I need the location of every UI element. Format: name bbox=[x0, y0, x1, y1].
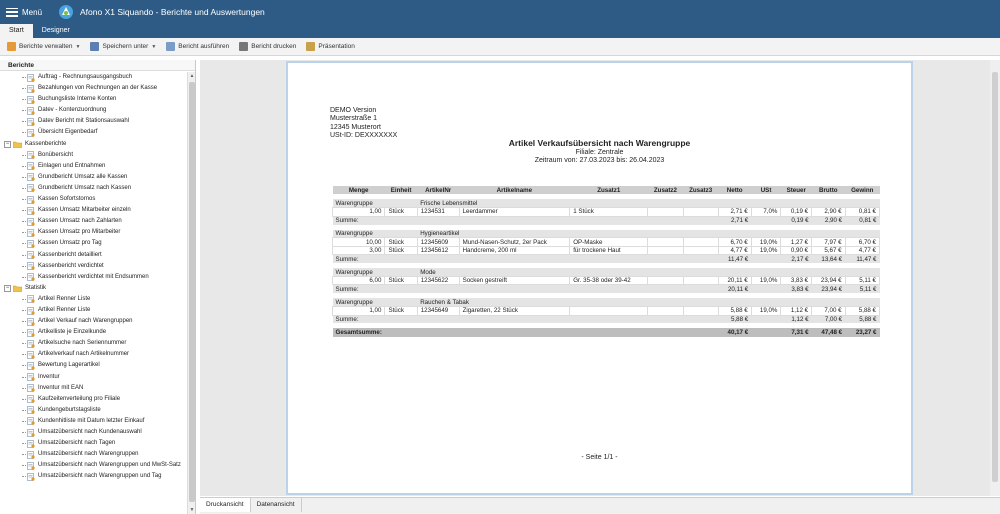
table-cell: 20,11 € bbox=[718, 277, 751, 285]
table-cell: Stück bbox=[385, 208, 417, 216]
tree-folder[interactable] bbox=[0, 139, 186, 150]
sum-cell: 5,88 € bbox=[718, 315, 751, 323]
report-icon bbox=[27, 295, 35, 303]
report-icon bbox=[27, 74, 35, 82]
report-icon bbox=[27, 118, 35, 126]
table-cell: 1,27 € bbox=[781, 238, 812, 246]
grand-total-cell: 47,48 € bbox=[812, 328, 846, 336]
tree-item-report[interactable] bbox=[0, 294, 186, 305]
tab-print-view[interactable]: Druckansicht bbox=[200, 498, 251, 512]
tree-item-report[interactable] bbox=[0, 105, 186, 116]
table-cell: 1234531 bbox=[417, 208, 459, 216]
tree-item-label: Inventur mit EAN bbox=[38, 384, 84, 391]
sum-cell bbox=[751, 315, 781, 323]
tree-item-label: Bezahlungen von Rechnungen an der Kasse bbox=[38, 85, 158, 92]
tree-folder[interactable] bbox=[0, 283, 186, 294]
table-cell: Stück bbox=[385, 238, 417, 246]
tree-item-label: Kundengeburtstagsliste bbox=[38, 406, 101, 413]
group-name: Hygieneartikel bbox=[417, 230, 879, 238]
table-cell: 3,00 bbox=[333, 246, 385, 254]
tree-item-label: Kassenberichte bbox=[25, 140, 67, 147]
sum-cell: 3,83 € bbox=[781, 285, 812, 293]
report-viewer bbox=[200, 60, 1000, 496]
report-icon bbox=[27, 429, 35, 437]
scroll-down-icon[interactable]: ▼ bbox=[189, 507, 195, 513]
table-cell: 2,71 € bbox=[718, 208, 751, 216]
grand-total-cell bbox=[751, 328, 781, 336]
table-cell: 6,00 bbox=[333, 277, 385, 285]
tree-item-report[interactable] bbox=[0, 405, 186, 416]
tree-item-label: Artikel Verkauf nach Warengruppen bbox=[38, 318, 133, 325]
group-label: Warengruppe bbox=[333, 268, 385, 276]
report-icon bbox=[27, 184, 35, 192]
tree-item-label: Umsatzübersicht nach Warengruppen und MwSt-Satz bbox=[38, 462, 181, 469]
tree-item-label: Statistik bbox=[25, 284, 47, 291]
column-header: Netto bbox=[718, 186, 751, 194]
report-icon bbox=[27, 351, 35, 359]
table-cell: 4,77 € bbox=[845, 246, 879, 254]
sum-label: Summe: bbox=[333, 216, 719, 224]
report-branch: Filiale: Zentrale bbox=[575, 149, 624, 156]
column-header: Artikelname bbox=[459, 186, 570, 194]
viewer-scroll-thumb[interactable] bbox=[992, 72, 998, 482]
sum-cell: 13,64 € bbox=[812, 255, 846, 263]
tree-item-label: Artikel Renner Liste bbox=[38, 295, 91, 302]
table-cell: 1,00 bbox=[333, 307, 385, 315]
tree-item-label: Kassen Umsatz pro Mitarbeiter bbox=[38, 229, 121, 236]
tree-item-label: Auftrag - Rechnungsausgangsbuch bbox=[38, 74, 133, 80]
presentation-icon bbox=[306, 42, 315, 51]
table-cell: 19,0% bbox=[751, 307, 781, 315]
presentation-label: Präsentation bbox=[318, 43, 355, 50]
tree-item-report[interactable] bbox=[0, 460, 186, 471]
report-icon bbox=[27, 151, 35, 159]
report-icon bbox=[27, 162, 35, 170]
save-as-label: Speichern unter bbox=[102, 43, 149, 50]
table-cell: Mund-Nasen-Schutz, 2er Pack bbox=[459, 238, 570, 246]
manage-reports-button[interactable] bbox=[3, 39, 84, 55]
table-cell: 5,88 € bbox=[718, 307, 751, 315]
sum-cell: 11,47 € bbox=[718, 255, 751, 263]
tree-item-report[interactable] bbox=[0, 427, 186, 438]
table-cell bbox=[648, 208, 683, 216]
folder-icon bbox=[13, 141, 22, 148]
collapse-icon[interactable]: − bbox=[5, 284, 10, 291]
print-report-button[interactable] bbox=[235, 39, 300, 55]
run-icon bbox=[166, 42, 175, 51]
table-cell: für trockene Haut bbox=[570, 246, 648, 254]
table-cell bbox=[385, 199, 417, 207]
tree-item-report[interactable] bbox=[0, 416, 186, 427]
ribbon-tabs bbox=[0, 24, 1000, 38]
sum-cell: 0,19 € bbox=[781, 216, 812, 224]
save-icon bbox=[90, 42, 99, 51]
report-period: Zeitraum von: 27.03.2023 bis: 26.04.2023 bbox=[534, 157, 665, 164]
tree-item-report[interactable] bbox=[0, 471, 186, 482]
tree-item-label: Kassenbericht detailliert bbox=[38, 251, 102, 258]
report-icon bbox=[27, 473, 35, 481]
sum-cell bbox=[751, 255, 781, 263]
group-name: Mode bbox=[417, 268, 879, 276]
report-icon bbox=[27, 451, 35, 459]
tree-item-report[interactable] bbox=[0, 383, 186, 394]
tree-item-report[interactable] bbox=[0, 83, 186, 94]
table-cell: Handcreme, 200 ml bbox=[459, 246, 570, 254]
tree-item-label: Kaufzeitenverteilung pro Filiale bbox=[38, 395, 121, 402]
sum-cell: 2,90 € bbox=[812, 216, 846, 224]
tree-item-label: Kassenbericht verdichtet mit Endsummen bbox=[38, 273, 149, 280]
table-cell bbox=[683, 246, 718, 254]
tree-item-report[interactable] bbox=[0, 360, 186, 371]
sum-cell bbox=[751, 216, 781, 224]
report-icon bbox=[27, 229, 35, 237]
tree-item-report[interactable] bbox=[0, 305, 186, 316]
report-icon bbox=[27, 340, 35, 348]
page-footer: - Seite 1/1 - bbox=[581, 454, 618, 461]
column-header: USt bbox=[751, 186, 781, 194]
hamburger-icon bbox=[6, 8, 18, 17]
table-cell bbox=[648, 238, 683, 246]
sidebar-scrollbar[interactable] bbox=[187, 72, 195, 514]
sum-cell: 1,12 € bbox=[781, 315, 812, 323]
table-cell: Zigaretten, 22 Stück bbox=[459, 307, 570, 315]
sum-cell: 11,47 € bbox=[845, 255, 879, 263]
column-header: ArtikelNr bbox=[417, 186, 459, 194]
sum-row bbox=[333, 216, 880, 224]
table-cell bbox=[648, 307, 683, 315]
tree-item-report[interactable] bbox=[0, 172, 186, 183]
report-icon bbox=[27, 440, 35, 448]
tree-item-report[interactable] bbox=[0, 327, 186, 338]
folder-icon bbox=[13, 285, 22, 292]
table-cell: 1,00 bbox=[333, 208, 385, 216]
toolbar bbox=[0, 38, 1000, 56]
tree-item-label: Bewertung Lagerartikel bbox=[38, 362, 100, 369]
report-icon bbox=[27, 417, 35, 425]
table-cell bbox=[683, 238, 718, 246]
chevron-down-icon: ▼ bbox=[75, 43, 81, 50]
report-icon bbox=[27, 373, 35, 381]
tree-item-label: Artikelverkauf nach Artikelnummer bbox=[38, 351, 130, 358]
tree-item-report[interactable] bbox=[0, 150, 186, 161]
tree-item-label: Datev Bericht mit Stationsauswahl bbox=[38, 118, 130, 125]
table-cell bbox=[385, 230, 417, 238]
tree-item-report[interactable] bbox=[0, 205, 186, 216]
table-cell: 7,97 € bbox=[812, 238, 846, 246]
table-cell: Stück bbox=[385, 277, 417, 285]
column-header: Einheit bbox=[385, 186, 417, 194]
print-report-label: Bericht drucken bbox=[251, 43, 297, 50]
grand-total-cell: 7,31 € bbox=[781, 328, 812, 336]
group-label: Warengruppe bbox=[333, 199, 385, 207]
table-cell: 5,11 € bbox=[845, 277, 879, 285]
tree-item-report[interactable] bbox=[0, 338, 186, 349]
company-address bbox=[330, 107, 397, 140]
table-cell bbox=[683, 277, 718, 285]
tree-item-report[interactable] bbox=[0, 250, 186, 261]
tree-item-report[interactable] bbox=[0, 183, 186, 194]
column-header: Gewinn bbox=[845, 186, 879, 194]
tree-item-label: Artikelliste je Einzelkunde bbox=[38, 329, 107, 336]
table-cell: 7,00 € bbox=[812, 307, 846, 315]
table-cell: Stück bbox=[385, 246, 417, 254]
table-cell: 12345612 bbox=[417, 246, 459, 254]
tree-item-label: Artikel Renner Liste bbox=[38, 306, 91, 313]
tree-item-report[interactable] bbox=[0, 394, 186, 405]
report-sidebar bbox=[0, 60, 196, 514]
report-icon bbox=[27, 462, 35, 470]
tree-item-report[interactable] bbox=[0, 316, 186, 327]
tree-item-report[interactable] bbox=[0, 94, 186, 105]
sum-cell: 23,94 € bbox=[812, 285, 846, 293]
tree-item-report[interactable] bbox=[0, 116, 186, 127]
table-cell: 7,0% bbox=[751, 208, 781, 216]
table-cell: 5,67 € bbox=[812, 246, 846, 254]
report-icon bbox=[27, 395, 35, 403]
tab-data-view[interactable]: Datenansicht bbox=[251, 498, 302, 512]
menu-button[interactable] bbox=[0, 0, 48, 24]
chevron-down-icon: ▼ bbox=[151, 43, 157, 50]
report-icon bbox=[27, 307, 35, 315]
tree-item-label: Bonübersicht bbox=[38, 151, 74, 158]
sum-row bbox=[333, 255, 880, 263]
table-cell: 19,0% bbox=[751, 238, 781, 246]
run-report-button[interactable] bbox=[162, 39, 233, 55]
table-row bbox=[333, 208, 880, 216]
report-icon bbox=[27, 85, 35, 93]
tree-item-label: Kassenbericht verdichtet bbox=[38, 262, 104, 269]
printer-icon bbox=[239, 42, 248, 51]
sum-cell bbox=[751, 285, 781, 293]
table-cell: 6,70 € bbox=[845, 238, 879, 246]
grand-total-label: Gesamtsumme: bbox=[333, 328, 719, 336]
report-icon bbox=[27, 362, 35, 370]
tree-item-label: Datev - Kontenzuordnung bbox=[38, 107, 107, 114]
report-icon bbox=[27, 329, 35, 337]
viewer-scrollbar[interactable] bbox=[990, 60, 1000, 496]
report-icon bbox=[27, 406, 35, 414]
table-cell: 23,94 € bbox=[812, 277, 846, 285]
tree-item-label: Kassen Umsatz nach Zahlarten bbox=[38, 218, 122, 225]
table-cell: Socken gestreift bbox=[459, 277, 570, 285]
tree-item-report[interactable] bbox=[0, 161, 186, 172]
table-cell: 12345622 bbox=[417, 277, 459, 285]
tree-item-label: Buchungsliste Interne Konten bbox=[38, 96, 117, 103]
run-report-label: Bericht ausführen bbox=[178, 43, 230, 50]
sidebar-heading: Berichte bbox=[0, 60, 195, 71]
table-cell: 12345649 bbox=[417, 307, 459, 315]
table-cell: Stück bbox=[385, 307, 417, 315]
report-icon bbox=[27, 173, 35, 181]
tree-item-report[interactable] bbox=[0, 372, 186, 383]
tree-item-report[interactable] bbox=[0, 261, 186, 272]
table-cell: OP-Maske bbox=[570, 238, 648, 246]
grand-total-cell: 23,27 € bbox=[845, 328, 879, 336]
group-label: Warengruppe bbox=[333, 298, 385, 306]
sum-cell: 0,81 € bbox=[845, 216, 879, 224]
group-label: Warengruppe bbox=[333, 230, 385, 238]
tab-designer[interactable]: Designer bbox=[41, 27, 70, 34]
report-icon bbox=[27, 240, 35, 248]
sum-cell: 5,88 € bbox=[845, 315, 879, 323]
tree-item-report[interactable] bbox=[0, 238, 186, 249]
column-header: Brutto bbox=[812, 186, 846, 194]
group-row bbox=[333, 230, 880, 238]
table-row bbox=[333, 277, 880, 285]
column-header: Zusatz1 bbox=[570, 186, 648, 194]
report-icon bbox=[27, 273, 35, 281]
tree-item-label: Kassen Umsatz Mitarbeiter einzeln bbox=[38, 207, 131, 214]
report-icon bbox=[27, 318, 35, 326]
grand-total-row bbox=[333, 328, 880, 336]
save-as-button[interactable] bbox=[86, 39, 160, 55]
address-line: 12345 Musterort bbox=[330, 123, 381, 131]
group-row bbox=[333, 268, 880, 276]
table-row bbox=[333, 246, 880, 254]
report-tree bbox=[0, 72, 186, 510]
tree-item-label: Grundbericht Umsatz alle Kassen bbox=[38, 173, 128, 180]
tree-item-label: Einlagen und Entnahmen bbox=[38, 162, 106, 169]
tab-start[interactable]: Start bbox=[0, 24, 33, 38]
report-icon bbox=[27, 218, 35, 226]
table-cell: 1 Stück bbox=[570, 208, 648, 216]
table-cell: 4,77 € bbox=[718, 246, 751, 254]
column-header: Zusatz2 bbox=[648, 186, 683, 194]
menu-label: Menü bbox=[22, 7, 43, 17]
table-cell: 2,90 € bbox=[812, 208, 846, 216]
table-cell bbox=[648, 246, 683, 254]
tree-item-label: Kassen Umsatz pro Tag bbox=[38, 240, 102, 247]
report-icon bbox=[27, 384, 35, 392]
tree-item-label: Umsatzübersicht nach Kundenauswahl bbox=[38, 429, 142, 435]
group-name: Rauchen & Tabak bbox=[417, 298, 879, 306]
table-cell bbox=[683, 307, 718, 315]
table-cell bbox=[648, 277, 683, 285]
report-table bbox=[332, 186, 880, 337]
column-header: Menge bbox=[333, 186, 385, 194]
table-cell: 0,90 € bbox=[781, 246, 812, 254]
table-cell: 6,70 € bbox=[718, 238, 751, 246]
sum-row bbox=[333, 315, 880, 323]
tree-item-report[interactable] bbox=[0, 349, 186, 360]
address-line: USt-ID: DEXXXXXXX bbox=[330, 131, 398, 139]
table-cell: 1,12 € bbox=[781, 307, 812, 315]
tree-item-label: Umsatzübersicht nach Warengruppen und Tag bbox=[38, 473, 162, 480]
sum-cell: 5,11 € bbox=[845, 285, 879, 293]
scroll-up-icon[interactable]: ▲ bbox=[189, 73, 195, 79]
report-icon bbox=[27, 251, 35, 259]
table-cell bbox=[683, 208, 718, 216]
group-row bbox=[333, 199, 880, 207]
tree-item-label: Grundbericht Umsatz nach Kassen bbox=[38, 184, 132, 191]
grand-total-cell: 40,17 € bbox=[718, 328, 751, 336]
address-line: DEMO Version bbox=[330, 107, 377, 114]
table-cell: Gr. 35-38 oder 39-42 bbox=[570, 277, 648, 285]
manage-reports-label: Berichte verwalten bbox=[19, 43, 73, 50]
scroll-thumb[interactable] bbox=[189, 82, 195, 502]
report-icon bbox=[27, 129, 35, 137]
report-icon bbox=[27, 107, 35, 115]
table-cell: 0,19 € bbox=[781, 208, 812, 216]
sum-cell: 20,11 € bbox=[718, 285, 751, 293]
table-cell bbox=[385, 298, 417, 306]
tree-item-report[interactable] bbox=[0, 194, 186, 205]
tree-item-label: Umsatzübersicht nach Tagen bbox=[38, 440, 116, 447]
collapse-icon[interactable]: − bbox=[5, 140, 10, 147]
table-cell: 10,00 bbox=[333, 238, 385, 246]
tree-item-report[interactable] bbox=[0, 272, 186, 283]
presentation-button[interactable] bbox=[302, 39, 359, 55]
table-header-row bbox=[333, 186, 880, 194]
group-row bbox=[333, 298, 880, 306]
table-cell: 12345609 bbox=[417, 238, 459, 246]
sum-label: Summe: bbox=[333, 315, 719, 323]
tree-item-report[interactable] bbox=[0, 216, 186, 227]
tree-item-label: Übersicht Eigenbedarf bbox=[38, 129, 98, 136]
view-tabs bbox=[200, 497, 1000, 514]
tree-item-label: Artikelsuche nach Seriennummer bbox=[38, 340, 127, 347]
table-cell: 3,83 € bbox=[781, 277, 812, 285]
column-header: Zusatz3 bbox=[683, 186, 718, 194]
sum-cell: 7,00 € bbox=[812, 315, 846, 323]
sum-cell: 2,17 € bbox=[781, 255, 812, 263]
title-bar bbox=[0, 0, 1000, 24]
tree-item-label: Umsatzübersicht nach Warengruppen bbox=[38, 451, 139, 458]
sum-label: Summe: bbox=[333, 285, 719, 293]
report-icon bbox=[27, 262, 35, 270]
app-title: Afono X1 Siquando - Berichte und Auswertungen bbox=[80, 7, 265, 17]
sum-label: Summe: bbox=[333, 255, 719, 263]
column-header: Steuer bbox=[781, 186, 812, 194]
address-line: Musterstraße 1 bbox=[330, 115, 378, 123]
sum-cell: 2,71 € bbox=[718, 216, 751, 224]
report-icon bbox=[27, 207, 35, 215]
report-icon bbox=[27, 196, 35, 204]
table-cell: Leerdammer bbox=[459, 208, 570, 216]
table-cell: 0,81 € bbox=[845, 208, 879, 216]
table-row bbox=[333, 307, 880, 315]
table-row bbox=[333, 238, 880, 246]
group-name: Frische Lebensmittel bbox=[417, 199, 879, 207]
sum-row bbox=[333, 285, 880, 293]
table-cell bbox=[385, 268, 417, 276]
report-icon bbox=[27, 96, 35, 104]
report-page bbox=[286, 61, 913, 495]
tree-item-report[interactable] bbox=[0, 227, 186, 238]
tree-item-label: Kundenhitliste mit Datum letzter Einkauf bbox=[38, 417, 145, 424]
tree-item-report[interactable] bbox=[0, 438, 186, 449]
folder-icon bbox=[7, 42, 16, 51]
tree-item-report[interactable] bbox=[0, 72, 186, 83]
tree-item-report[interactable] bbox=[0, 449, 186, 460]
tree-item-report[interactable] bbox=[0, 127, 186, 138]
table-cell: 5,88 € bbox=[845, 307, 879, 315]
table-cell: 19,0% bbox=[751, 277, 781, 285]
report-title: Artikel Verkaufsübersicht nach Warengruppe bbox=[508, 138, 691, 148]
app-logo-icon bbox=[58, 4, 74, 20]
tree-item-label: Kassen Sofortstornos bbox=[38, 196, 96, 203]
table-cell bbox=[570, 307, 648, 315]
tree-item-label: Inventur bbox=[38, 373, 60, 380]
table-cell: 19,0% bbox=[751, 246, 781, 254]
